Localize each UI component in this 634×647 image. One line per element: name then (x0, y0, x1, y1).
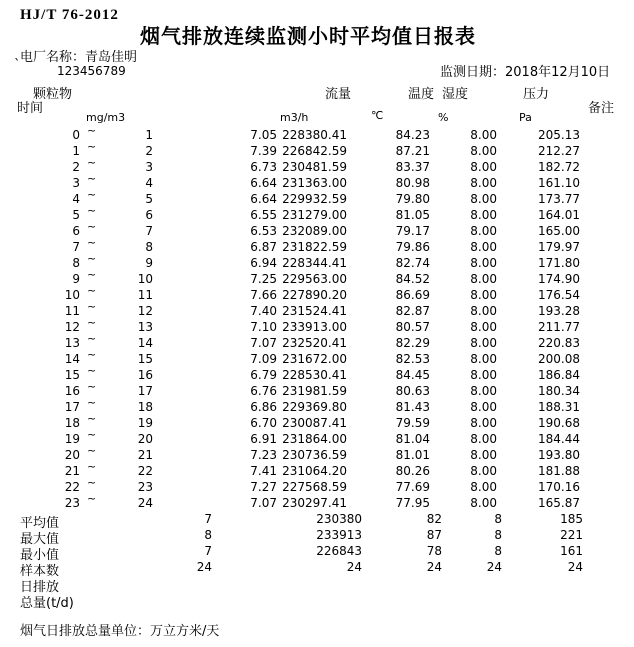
tilde-separator: ~ (87, 476, 97, 489)
pm-value: 6.70 (250, 416, 277, 430)
temp-value: 84.52 (395, 272, 430, 286)
pm-value: 6.64 (250, 176, 277, 190)
summary-flow-value: 230380 (316, 512, 362, 526)
pressure-value: 186.84 (538, 368, 580, 382)
tilde-separator: ~ (87, 268, 97, 281)
column-header-humidity: 湿度 (442, 87, 469, 102)
hour-start: 19 (64, 432, 80, 446)
summary-humidity-value: 8 (494, 544, 502, 558)
summary-label: 平均值 (20, 516, 60, 531)
hour-start: 3 (72, 176, 80, 190)
pressure-value: 184.44 (538, 432, 580, 446)
humidity-value: 8.00 (470, 192, 497, 206)
pressure-value: 181.88 (538, 464, 580, 478)
hour-end: 18 (137, 400, 153, 414)
flow-value: 228530.41 (282, 368, 347, 382)
tilde-separator: ~ (87, 172, 97, 185)
summary-temp-value: 82 (426, 512, 442, 526)
pressure-value: 182.72 (538, 160, 580, 174)
tilde-separator: ~ (87, 396, 97, 409)
flow-value: 231363.00 (282, 176, 347, 190)
unit-pm: mg/m3 (86, 111, 126, 124)
hour-start: 11 (64, 304, 80, 318)
tilde-separator: ~ (87, 300, 97, 313)
temp-value: 81.43 (395, 400, 430, 414)
summary-flow-value: 24 (346, 560, 362, 574)
humidity-value: 8.00 (470, 464, 497, 478)
summary-label: 总量(t/d) (20, 596, 74, 611)
flow-value: 231279.00 (282, 208, 347, 222)
humidity-value: 8.00 (470, 432, 497, 446)
column-header-remark: 备注 (588, 101, 615, 116)
pressure-value: 220.83 (538, 336, 580, 350)
hour-end: 21 (137, 448, 153, 462)
summary-label: 日排放 (20, 580, 60, 595)
humidity-value: 8.00 (470, 176, 497, 190)
pressure-value: 193.80 (538, 448, 580, 462)
temp-value: 79.86 (395, 240, 430, 254)
unit-temp: ℃ (371, 109, 384, 122)
tilde-separator: ~ (87, 316, 97, 329)
summary-row (0, 528, 634, 547)
tilde-separator: ~ (87, 412, 97, 425)
plant-name-line (20, 46, 137, 65)
humidity-value: 8.00 (470, 144, 497, 158)
hour-start: 20 (64, 448, 80, 462)
report-title: 烟气排放连续监测小时平均值日报表 (140, 24, 476, 48)
humidity-value: 8.00 (470, 384, 497, 398)
tilde-separator: ~ (87, 284, 97, 297)
flow-value: 231981.59 (282, 384, 347, 398)
pm-value: 6.86 (250, 400, 277, 414)
pm-value: 6.79 (250, 368, 277, 382)
tilde-separator: ~ (87, 428, 97, 441)
pressure-value: 212.27 (538, 144, 580, 158)
pressure-value: 188.31 (538, 400, 580, 414)
humidity-value: 8.00 (470, 240, 497, 254)
flow-value: 232520.41 (282, 336, 347, 350)
hour-start: 7 (72, 240, 80, 254)
pressure-value: 190.68 (538, 416, 580, 430)
hour-start: 0 (72, 128, 80, 142)
pm-value: 6.55 (250, 208, 277, 222)
column-header-flow: 流量 (325, 87, 352, 102)
flow-value: 232089.00 (282, 224, 347, 238)
hour-end: 14 (137, 336, 153, 350)
hour-start: 14 (64, 352, 80, 366)
temp-value: 83.37 (395, 160, 430, 174)
footer-note: 烟气日排放总量单位：万立方米/天 (20, 624, 220, 639)
hour-start: 6 (72, 224, 80, 238)
hour-start: 23 (64, 496, 80, 510)
pressure-value: 165.00 (538, 224, 580, 238)
pressure-value: 200.08 (538, 352, 580, 366)
humidity-value: 8.00 (470, 352, 497, 366)
pressure-value: 180.34 (538, 384, 580, 398)
flow-value: 230297.41 (282, 496, 347, 510)
hour-start: 8 (72, 256, 80, 270)
unit-pressure: Pa (519, 111, 532, 124)
temp-value: 79.80 (395, 192, 430, 206)
summary-pm-value: 7 (204, 544, 212, 558)
hour-start: 15 (64, 368, 80, 382)
pressure-value: 205.13 (538, 128, 580, 142)
summary-humidity-value: 8 (494, 528, 502, 542)
hour-end: 15 (137, 352, 153, 366)
hour-end: 23 (137, 480, 153, 494)
temp-value: 79.59 (395, 416, 430, 430)
tilde-separator: ~ (87, 444, 97, 457)
tilde-separator: ~ (87, 380, 97, 393)
unit-flow: m3/h (280, 111, 309, 124)
temp-value: 84.23 (395, 128, 430, 142)
hour-start: 16 (64, 384, 80, 398)
flow-value: 231524.41 (282, 304, 347, 318)
summary-humidity-value: 24 (486, 560, 502, 574)
pm-value: 6.76 (250, 384, 277, 398)
pm-value: 6.87 (250, 240, 277, 254)
summary-pressure-value: 185 (560, 512, 583, 526)
plant-name-label: 电厂名称： (20, 50, 86, 65)
table-row (0, 492, 634, 512)
column-header-time: 时间 (17, 101, 44, 116)
summary-label: 样本数 (20, 564, 60, 579)
temp-value: 86.69 (395, 288, 430, 302)
summary-row (0, 560, 634, 579)
hour-start: 1 (72, 144, 80, 158)
pressure-value: 179.97 (538, 240, 580, 254)
hour-end: 3 (145, 160, 153, 174)
humidity-value: 8.00 (470, 336, 497, 350)
temp-value: 77.69 (395, 480, 430, 494)
standard-code: HJ/T 76-2012 (20, 7, 119, 23)
pressure-value: 171.80 (538, 256, 580, 270)
summary-pm-value: 8 (204, 528, 212, 542)
humidity-value: 8.00 (470, 128, 497, 142)
tilde-separator: ~ (87, 364, 97, 377)
pm-value: 7.10 (250, 320, 277, 334)
tilde-separator: ~ (87, 124, 97, 137)
hour-end: 19 (137, 416, 153, 430)
hour-start: 22 (64, 480, 80, 494)
flow-value: 229369.80 (282, 400, 347, 414)
flow-value: 231064.20 (282, 464, 347, 478)
pressure-value: 211.77 (538, 320, 580, 334)
pressure-value: 164.01 (538, 208, 580, 222)
humidity-value: 8.00 (470, 304, 497, 318)
temp-value: 82.74 (395, 256, 430, 270)
hour-end: 12 (137, 304, 153, 318)
flow-value: 231864.00 (282, 432, 347, 446)
summary-flow-value: 233913 (316, 528, 362, 542)
hour-end: 20 (137, 432, 153, 446)
pm-value: 7.09 (250, 352, 277, 366)
pressure-value: 176.54 (538, 288, 580, 302)
summary-pressure-value: 24 (567, 560, 583, 574)
tilde-separator: ~ (87, 332, 97, 345)
humidity-value: 8.00 (470, 448, 497, 462)
temp-value: 84.45 (395, 368, 430, 382)
hour-start: 21 (64, 464, 80, 478)
hour-end: 13 (137, 320, 153, 334)
hour-start: 5 (72, 208, 80, 222)
hour-start: 2 (72, 160, 80, 174)
hour-end: 6 (145, 208, 153, 222)
temp-value: 80.98 (395, 176, 430, 190)
summary-temp-value: 87 (426, 528, 442, 542)
humidity-value: 8.00 (470, 160, 497, 174)
tilde-separator: ~ (87, 348, 97, 361)
monitor-date-label: 监测日期： (440, 65, 506, 80)
flow-value: 233913.00 (282, 320, 347, 334)
summary-flow-value: 226843 (316, 544, 362, 558)
pm-value: 6.64 (250, 192, 277, 206)
hour-end: 1 (145, 128, 153, 142)
temp-value: 80.57 (395, 320, 430, 334)
summary-row (0, 544, 634, 563)
flow-value: 226842.59 (282, 144, 347, 158)
tilde-separator: ~ (87, 156, 97, 169)
pressure-value: 165.87 (538, 496, 580, 510)
summary-pm-value: 24 (196, 560, 212, 574)
hour-start: 12 (64, 320, 80, 334)
temp-value: 82.87 (395, 304, 430, 318)
pm-value: 7.39 (250, 144, 277, 158)
pm-value: 7.05 (250, 128, 277, 142)
pressure-value: 173.77 (538, 192, 580, 206)
humidity-value: 8.00 (470, 496, 497, 510)
pm-value: 7.23 (250, 448, 277, 462)
humidity-value: 8.00 (470, 320, 497, 334)
hour-start: 18 (64, 416, 80, 430)
flow-value: 230481.59 (282, 160, 347, 174)
humidity-value: 8.00 (470, 272, 497, 286)
hour-start: 9 (72, 272, 80, 286)
humidity-value: 8.00 (470, 400, 497, 414)
humidity-value: 8.00 (470, 368, 497, 382)
pressure-value: 193.28 (538, 304, 580, 318)
hour-end: 9 (145, 256, 153, 270)
tilde-separator: ~ (87, 236, 97, 249)
summary-row (0, 592, 634, 611)
pm-value: 6.94 (250, 256, 277, 270)
summary-label: 最小值 (20, 548, 60, 563)
humidity-value: 8.00 (470, 208, 497, 222)
tilde-separator: ~ (87, 188, 97, 201)
pressure-value: 174.90 (538, 272, 580, 286)
temp-value: 87.21 (395, 144, 430, 158)
pm-value: 7.40 (250, 304, 277, 318)
humidity-value: 8.00 (470, 480, 497, 494)
flow-value: 229563.00 (282, 272, 347, 286)
temp-value: 79.17 (395, 224, 430, 238)
flow-value: 231822.59 (282, 240, 347, 254)
monitor-date-line (440, 61, 610, 80)
stray-tick-mark: ` (14, 58, 21, 73)
summary-pm-value: 7 (204, 512, 212, 526)
column-header-temp: 温度 (408, 87, 435, 102)
temp-value: 81.01 (395, 448, 430, 462)
hour-start: 17 (64, 400, 80, 414)
tilde-separator: ~ (87, 492, 97, 505)
tilde-separator: ~ (87, 252, 97, 265)
temp-value: 82.29 (395, 336, 430, 350)
pm-value: 7.27 (250, 480, 277, 494)
humidity-value: 8.00 (470, 224, 497, 238)
humidity-value: 8.00 (470, 288, 497, 302)
humidity-value: 8.00 (470, 416, 497, 430)
summary-temp-value: 24 (426, 560, 442, 574)
pm-value: 7.07 (250, 496, 277, 510)
summary-row (0, 576, 634, 595)
temp-value: 82.53 (395, 352, 430, 366)
hour-end: 8 (145, 240, 153, 254)
tilde-separator: ~ (87, 204, 97, 217)
flow-value: 229932.59 (282, 192, 347, 206)
pm-value: 7.41 (250, 464, 277, 478)
summary-temp-value: 78 (426, 544, 442, 558)
hour-end: 4 (145, 176, 153, 190)
summary-humidity-value: 8 (494, 512, 502, 526)
summary-label: 最大值 (20, 532, 60, 547)
tilde-separator: ~ (87, 220, 97, 233)
temp-value: 77.95 (395, 496, 430, 510)
flow-value: 231672.00 (282, 352, 347, 366)
temp-value: 81.04 (395, 432, 430, 446)
temp-value: 81.05 (395, 208, 430, 222)
pm-value: 6.73 (250, 160, 277, 174)
flow-value: 228344.41 (282, 256, 347, 270)
column-header-pressure: 压力 (523, 87, 550, 102)
hour-end: 7 (145, 224, 153, 238)
pm-value: 6.53 (250, 224, 277, 238)
flow-value: 227568.59 (282, 480, 347, 494)
hour-end: 5 (145, 192, 153, 206)
hour-start: 4 (72, 192, 80, 206)
hour-start: 10 (64, 288, 80, 302)
pm-value: 7.25 (250, 272, 277, 286)
tilde-separator: ~ (87, 140, 97, 153)
unit-humidity: % (438, 111, 449, 124)
summary-row (0, 512, 634, 531)
flow-value: 230736.59 (282, 448, 347, 462)
tilde-separator: ~ (87, 460, 97, 473)
column-header-pm: 颗粒物 (33, 87, 73, 102)
summary-pressure-value: 221 (560, 528, 583, 542)
plant-code: 123456789 (57, 64, 126, 78)
hour-end: 11 (137, 288, 153, 302)
hour-end: 10 (137, 272, 153, 286)
temp-value: 80.63 (395, 384, 430, 398)
pm-value: 7.66 (250, 288, 277, 302)
hour-end: 24 (137, 496, 153, 510)
pressure-value: 161.10 (538, 176, 580, 190)
hour-end: 2 (145, 144, 153, 158)
pressure-value: 170.16 (538, 480, 580, 494)
flow-value: 230087.41 (282, 416, 347, 430)
summary-pressure-value: 161 (560, 544, 583, 558)
monitor-date-value: 2018年12月10日 (505, 65, 611, 80)
pm-value: 7.07 (250, 336, 277, 350)
humidity-value: 8.00 (470, 256, 497, 270)
plant-name-value: 青岛佳明 (85, 50, 138, 65)
hour-end: 16 (137, 368, 153, 382)
flow-value: 228380.41 (282, 128, 347, 142)
hour-start: 13 (64, 336, 80, 350)
hour-end: 17 (137, 384, 153, 398)
temp-value: 80.26 (395, 464, 430, 478)
hour-end: 22 (137, 464, 153, 478)
flow-value: 227890.20 (282, 288, 347, 302)
pm-value: 6.91 (250, 432, 277, 446)
